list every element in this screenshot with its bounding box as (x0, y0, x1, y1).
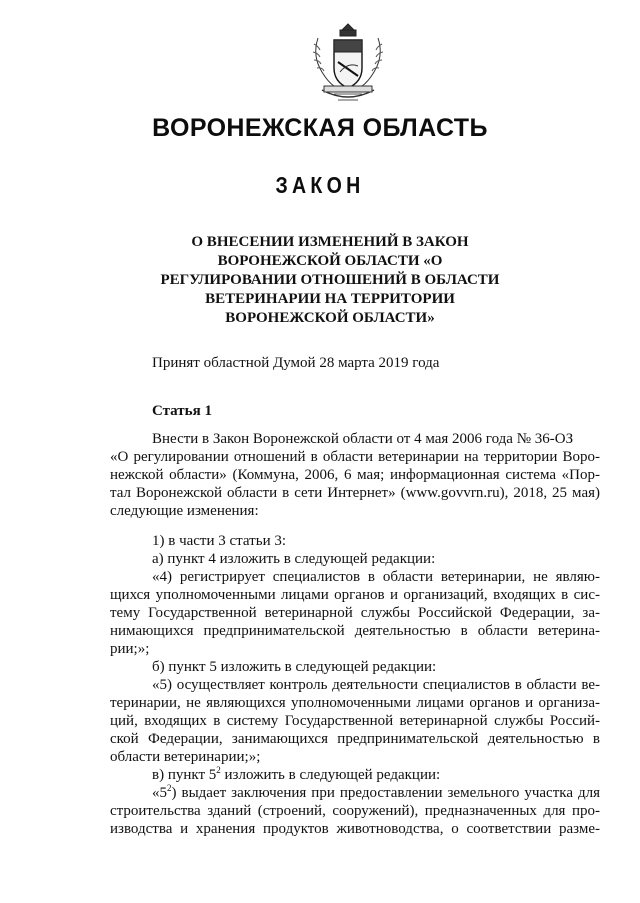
quote-5-line: «5) осуществляет контроль деятельности специалистов в области ве- (152, 677, 600, 693)
quote-5-2-line: строительства зданий (строений, сооружений), предназначенных для про- (110, 803, 600, 819)
quote-4-line: нимающихся предпринимательской деятельностью в области ветерина- (110, 623, 600, 639)
superscript: 2 (167, 783, 172, 793)
quote-4-line: щихся уполномоченными лицами органов и организаций, входящих в сис- (110, 587, 600, 603)
item-1: 1) в части 3 статьи 3: (152, 533, 287, 549)
intro-line: следующие изменения: (110, 503, 259, 519)
quote-5-line: ской Федерации, занимающихся предпринимательской деятельностью в (110, 731, 600, 747)
sub-item-v-prefix: в) пункт 5 (152, 767, 217, 783)
document-type: ЗАКОН (275, 172, 365, 198)
sub-item-a: а) пункт 4 изложить в следующей редакции: (152, 551, 436, 567)
quote-4-line: «4) регистрирует специалистов в области ветеринарии, не являю- (152, 569, 600, 585)
quote-5-line: ций, входящих в систему Государственной ветеринарной службы Россий- (110, 713, 600, 729)
quote-4-line: рии;»; (110, 641, 150, 657)
quote-5-line: области ветеринарии;»; (110, 749, 261, 765)
law-title-line: ВОРОНЕЖСКОЙ ОБЛАСТИ» (225, 310, 435, 326)
quote-4-line: тему Государственной ветеринарной службы Российской Федерации, за- (110, 605, 600, 621)
quote-5-2-line (152, 784, 600, 802)
sub-item-b: б) пункт 5 изложить в следующей редакции: (152, 659, 437, 675)
intro-line: Внести в Закон Воронежской области от 4 мая 2006 года № 36-ОЗ (152, 431, 574, 447)
region-title: ВОРОНЕЖСКАЯ ОБЛАСТЬ (152, 114, 488, 142)
law-title (150, 233, 510, 328)
law-title-line: РЕГУЛИРОВАНИИ ОТНОШЕНИЙ В ОБЛАСТИ (160, 272, 500, 288)
intro-line: нежской области» (Коммуна, 2006, 6 мая; информационная система «Пор- (110, 467, 600, 483)
coat-of-arms-emblem (304, 20, 392, 112)
intro-line: «О регулировании отношений в области ветеринарии на территории Воро- (110, 449, 600, 465)
quote-5-2-first-rest: ) выдает заключения при предоставлении земельного участка для (171, 785, 600, 801)
sub-item-v (152, 766, 440, 784)
quote-5-2-line: изводства и хранения продуктов животноводства, о соответствии разме- (110, 821, 600, 837)
superscript: 2 (216, 765, 221, 775)
law-title-line: О ВНЕСЕНИИ ИЗМЕНЕНИЙ В ЗАКОН (191, 234, 469, 250)
quote-5-line: теринарии, не являющихся уполномоченными лицами органов и организа- (110, 695, 600, 711)
sub-item-v-suffix: изложить в следующей редакции: (220, 767, 441, 783)
law-title-line: ВОРОНЕЖСКОЙ ОБЛАСТИ «О (217, 253, 443, 269)
adoption-date: Принят областной Думой 28 марта 2019 года (152, 355, 440, 371)
article-heading: Статья 1 (152, 403, 212, 419)
law-title-line: ВЕТЕРИНАРИИ НА ТЕРРИТОРИИ (205, 291, 455, 307)
quote-5-2-open: «5 (152, 785, 167, 801)
intro-line: тал Воронежской области в сети Интернет» (www.govvrn.ru), 2018, 25 мая) (110, 485, 600, 501)
